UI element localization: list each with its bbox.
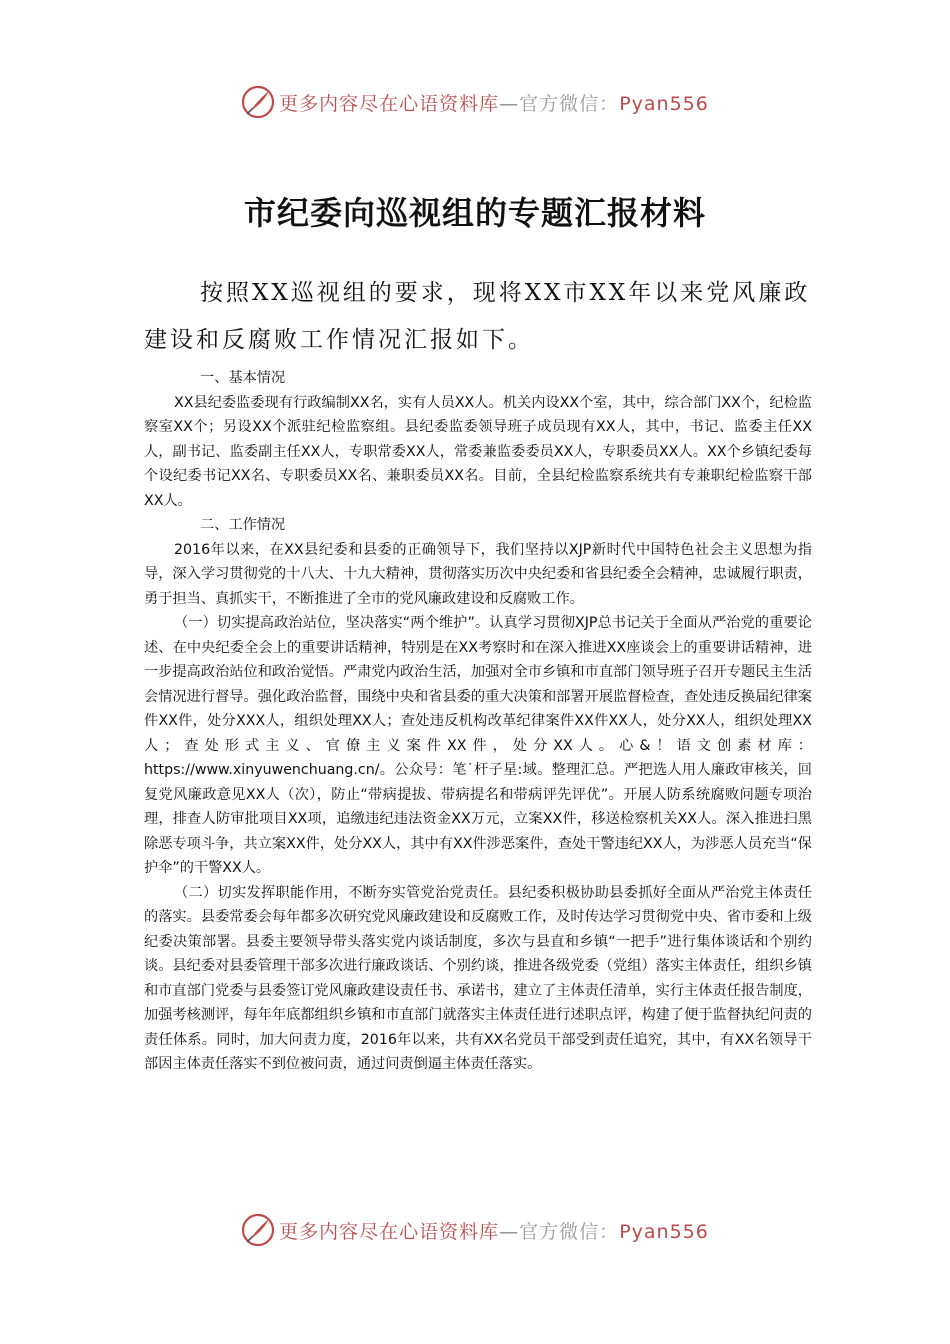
document-title: 市纪委向巡视组的专题汇报材料	[243, 194, 706, 232]
section-heading-work: 二、工作情况	[200, 517, 286, 533]
paragraph-responsibility: （二）切实发挥职能作用，不断夯实管党治党责任。县纪委积极协助县委抓好全面从严治党主体责任的落实。县委常委会每年都多次研究党风廉政建设和反腐败工作，及时传达学习贯彻党中央、省市委和上级纪委决策部署。县委主要领导带头落实党内谈话制度，多次与县直和乡镇“一把手”进行集体谈话和个别约谈。县纪委对县委管理干部多次进行廉政谈话、个别约谈，推进各级党委（党组）落实主体责任，组织乡镇和市直部门党委与县委签订党风廉政建设责任书、承诺书，建立了主体责任清单，实行主体责任报告制度，加强考核测评，每年年底都组织乡镇和市直部门就落实主体责任进行述职点评，构建了便于监督执纪问责的责任体系。同时，加大问责力度，2016年以来，共有XX名党员干部受到责任追究，其中，有XX名领导干部因主体责任落实不到位被问责，通过问责倒逼主体责任落实。	[144, 884, 812, 1072]
banner-wechat-id: Pyan556	[619, 1220, 709, 1243]
banner-main-text: 更多内容尽在心语资料库	[279, 1220, 500, 1243]
intro-paragraph: 按照XX巡视组的要求，现将XX市XX年以来党风廉政建设和反腐败工作情况汇报如下。	[144, 280, 811, 353]
footer-banner	[0, 1210, 950, 1250]
banner-label: 官方微信：	[519, 1220, 620, 1243]
banner-text	[279, 1217, 709, 1244]
feather-pen-logo-icon	[241, 1213, 275, 1247]
paragraph-work-overview: 2016年以来，在XX县纪委和县委的正确领导下，我们坚持以XJP新时代中国特色社会主义思想为指导，深入学习贯彻党的十八大、十九大精神，贯彻落实历次中央纪委和省县纪委全会精神，忠诚履行职责，勇于担当、真抓实干，不断推进了全市的党风廉政建设和反腐败工作。	[144, 541, 812, 607]
banner-main-text: 更多内容尽在心语资料库	[279, 92, 500, 115]
banner-separator: —	[499, 1220, 520, 1243]
document-body	[144, 366, 812, 1077]
section-heading-basic: 一、基本情况	[200, 370, 286, 386]
feather-pen-logo-icon	[241, 85, 275, 119]
header-banner	[0, 82, 950, 122]
paragraph-basic-info: XX县纪委监委现有行政编制XX名，实有人员XX人。机关内设XX个室，其中，综合部门XX个，纪检监察室XX个；另设XX个派驻纪检监察组。县纪委监委领导班子成员现有XX人，其中，书记、监委主任XX人，副书记、监委副主任XX人，专职常委XX人，常委兼监委委员XX人，专职委员XX人。XX个乡镇纪委每个设纪委书记XX名、专职委员XX名、兼职委员XX名。目前，全县纪检监察系统共有专兼职纪检监察干部XX人。	[144, 394, 812, 509]
paragraph-political-stance: （一）切实提高政治站位，坚决落实“两个维护”。认真学习贯彻XJP总书记关于全面从严治党的重要论述、在中央纪委全会上的重要讲话精神，特别是在XX考察时和在深入推进XX座谈会上的重要讲话精神，进一步提高政治站位和政治觉悟。严肃党内政治生活，加强对全市乡镇和市直部门领导班子召开专题民主生活会情况进行督导。强化政治监督，围绕中央和省县委的重大决策和部署开展监督检查，查处违反换届纪律案件XX件，处分XXX人，组织处理XX人；查处违反机构改革纪律案件XX件XX人，处分XX人，组织处理XX人；查处形式主义、官僚主义案件XX件，处分XX人。心&！语文创素材库：https://www.xinyuwenchuang.cn/。公众号：笔˙杆子星:域。整理汇总。严把选人用人廉政审核关，回复党风廉政意见XX人（次），防止“带病提拔、带病提名和带病评先评优”。开展人防系统腐败问题专项治理，排查人防审批项目XX项，追缴违纪违法资金XX万元，立案XX件，移送检察机关XX人。深入推进扫黑除恶专项斗争，共立案XX件，处分XX人，其中有XX件涉恶案件，查处干警违纪XX人，为涉恶人员充当“保护伞”的干警XX人。	[144, 615, 812, 876]
banner-label: 官方微信：	[519, 92, 620, 115]
banner-separator: —	[499, 92, 520, 115]
banner-text	[279, 89, 709, 116]
banner-wechat-id: Pyan556	[619, 92, 709, 115]
